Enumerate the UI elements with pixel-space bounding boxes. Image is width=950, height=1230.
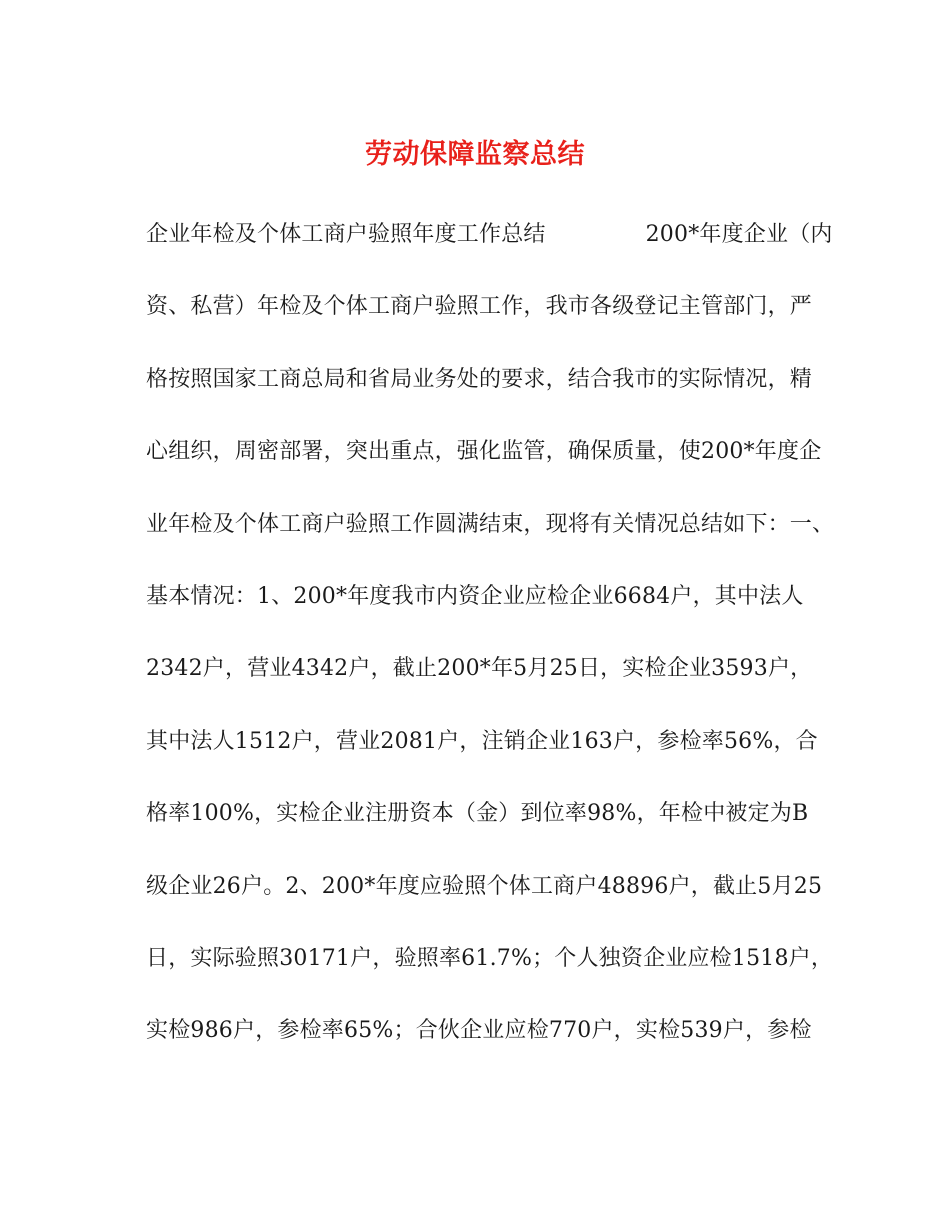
- body-line-9: 格率100%，实检企业注册资本（金）到位率98%，年检中被定为B: [146, 801, 809, 827]
- document-title: 劳动保障监察总结: [365, 139, 585, 170]
- body-line-10: 级企业26户。2、200*年度应验照个体工商户48896户，截止5月25: [146, 873, 823, 899]
- body-line-5: 业年检及个体工商户验照工作圆满结束，现将有关情况总结如下：一、: [146, 511, 835, 537]
- body-line-2: 资、私营）年检及个体工商户验照工作，我市各级登记主管部门，严: [146, 294, 813, 320]
- body-line-8: 其中法人1512户，营业2081户，注销企业163户，参检率56%，合: [146, 728, 818, 754]
- document-body: [146, 218, 835, 1087]
- body-line-12: 实检986户，参检率65%；合伙企业应检770户，实检539户，参检: [146, 1018, 812, 1044]
- body-line-1-part-b: 200*年度企业（内: [645, 222, 833, 247]
- body-line-1-part-a: 企业年检及个体工商户验照年度工作总结: [146, 222, 546, 247]
- body-line-1: [146, 218, 833, 290]
- body-line-4: 心组织，周密部署，突出重点，强化监管，确保质量，使200*年度企: [146, 439, 822, 465]
- body-line-11: 日，实际验照30171户，验照率61.7%；个人独资企业应检1518户，: [146, 945, 834, 971]
- body-line-3: 格按照国家工商总局和省局业务处的要求，结合我市的实际情况，精: [146, 366, 813, 392]
- body-line-7: 2342户，营业4342户，截止200*年5月25日，实检企业3593户，: [146, 656, 813, 682]
- body-line-6: 基本情况：1、200*年度我市内资企业应检企业6684户，其中法人: [146, 583, 804, 609]
